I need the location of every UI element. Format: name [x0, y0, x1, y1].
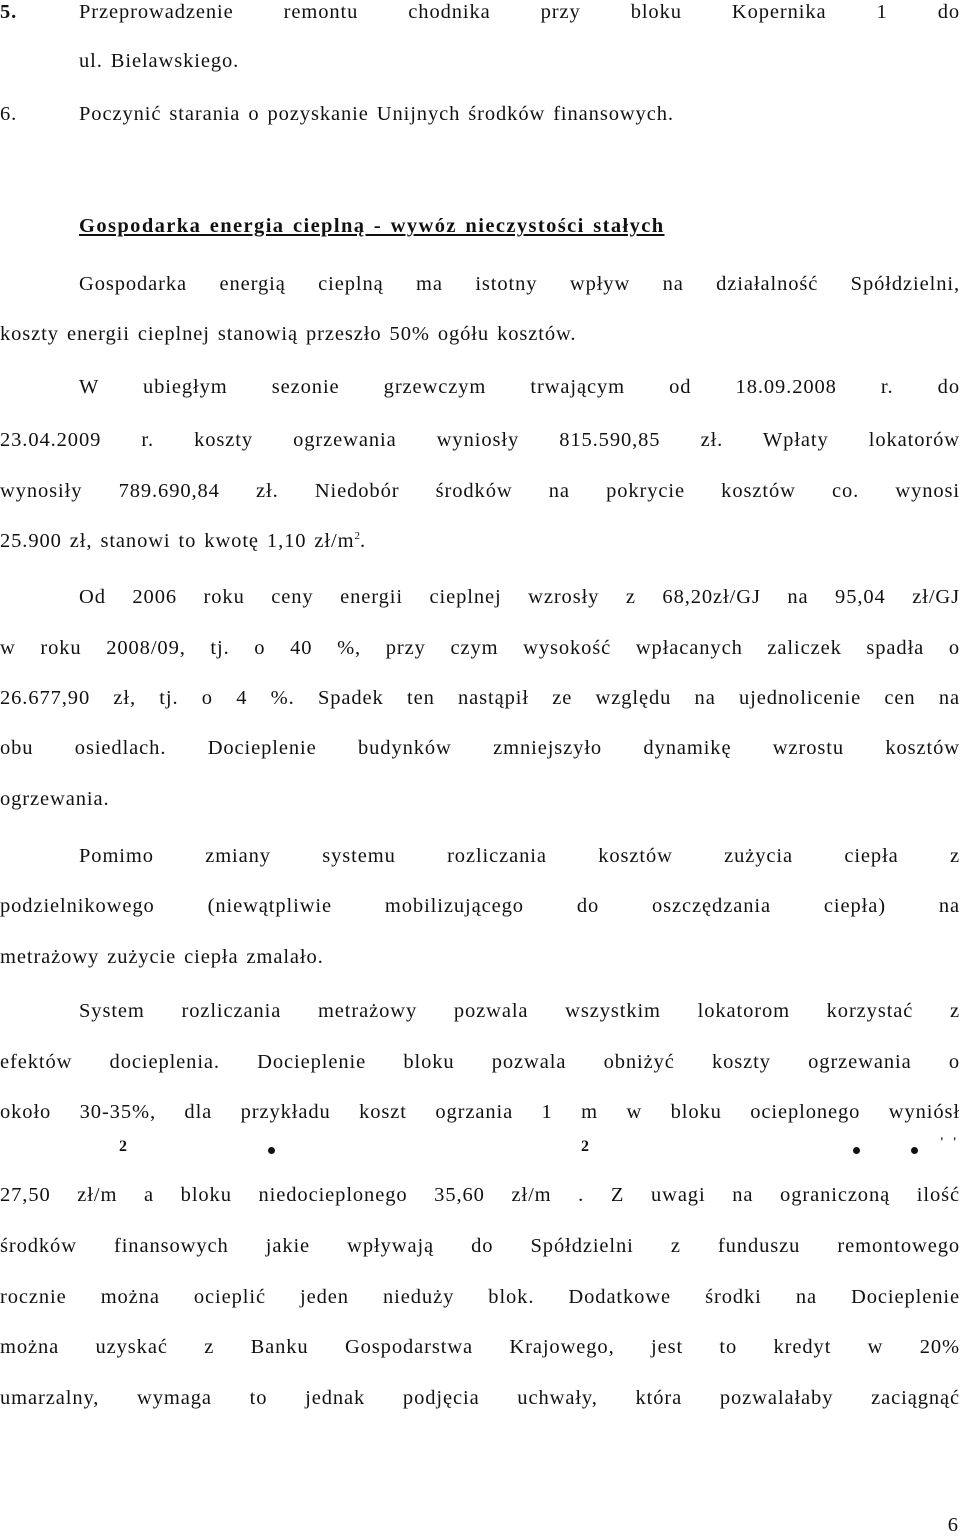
tick-marks: ' ' — [940, 1134, 960, 1149]
paragraph-5-line-3: około 30-35%, dla przykładu koszt ogrzania 1 m w bloku ocieplonego wyniósł — [0, 1101, 960, 1123]
paragraph-1-line-2: koszty energii cieplnej stanowią przeszło 50% ogółu kosztów. — [0, 323, 577, 345]
paragraph-3-line-1: Od 2006 roku ceny energii cieplnej wzrosły z 68,20zł/GJ na 95,04 zł/GJ — [79, 586, 960, 608]
page-number: 6 — [947, 1514, 958, 1536]
displaced-superscripts-row — [0, 1134, 960, 1166]
list-item-6-number: 6. — [0, 103, 18, 125]
paragraph-2-line-4-main: 25.900 zł, stanowi to kwotę 1,10 zł/m — [0, 530, 355, 552]
bullet-dot-2 — [853, 1147, 860, 1154]
list-item-5-continuation: ul. Bielawskiego. — [79, 50, 240, 72]
paragraph-5-line-2: efektów docieplenia. Docieplenie bloku pozwala obniżyć koszty ogrzewania o — [0, 1051, 960, 1073]
paragraph-4-line-2: podzielnikowego (niewątpliwie mobilizującego do oszczędzania ciepła) na — [0, 895, 960, 917]
paragraph-5-line-8: umarzalny, wymaga to jednak podjęcia uchwały, która pozwalałaby zaciągnąć — [0, 1387, 960, 1409]
superscript-2: 2 — [354, 530, 360, 543]
paragraph-3-line-5: ogrzewania. — [0, 788, 110, 810]
bullet-dot-1 — [268, 1147, 275, 1154]
paragraph-2-line-4-end: . — [359, 530, 367, 552]
list-item-6-text: Poczynić starania o pozyskanie Unijnych środków finansowych. — [79, 103, 674, 125]
paragraph-1-line-1: Gospodarka energią cieplną ma istotny wpływ na działalność Spółdzielni, — [79, 273, 960, 295]
paragraph-4-line-1: Pomimo zmiany systemu rozliczania kosztów zużycia ciepła z — [79, 845, 960, 867]
list-item-6 — [0, 99, 674, 129]
superscript-mark-a: 2 — [119, 1138, 127, 1155]
paragraph-2-line-4 — [0, 526, 366, 556]
superscript-mark-b: 2 — [581, 1138, 589, 1155]
section-heading: Gospodarka energia cieplną - wywóz nieczystości stałych — [79, 215, 665, 237]
paragraph-3-line-3: 26.677,90 zł, tj. o 4 %. Spadek ten nastąpił ze względu na ujednolicenie cen na — [0, 687, 960, 709]
paragraph-5-line-1: System rozliczania metrażowy pozwala wszystkim lokatorom korzystać z — [79, 1000, 960, 1022]
paragraph-2-line-3: wynosiły 789.690,84 zł. Niedobór środków na pokrycie kosztów co. wynosi — [0, 480, 960, 502]
paragraph-5-line-7: można uzyskać z Banku Gospodarstwa Krajowego, jest to kredyt w 20% — [0, 1336, 960, 1358]
paragraph-5-line-5: środków finansowych jakie wpływają do Spółdzielni z funduszu remontowego — [0, 1235, 960, 1257]
bullet-dot-3 — [911, 1147, 918, 1154]
list-item-5-number: 5. — [0, 1, 18, 23]
paragraph-3-line-4: obu osiedlach. Docieplenie budynków zmniejszyło dynamikę wzrostu kosztów — [0, 737, 960, 759]
list-item-5-text: Przeprowadzenie remontu chodnika przy bloku Kopernika 1 do — [79, 1, 960, 23]
paragraph-5-line-4: 27,50 zł/m a bloku niedocieplonego 35,60 zł/m . Z uwagi na ograniczoną ilość — [0, 1184, 960, 1206]
paragraph-2-line-1: W ubiegłym sezonie grzewczym trwającym od 18.09.2008 r. do — [79, 376, 960, 398]
paragraph-3-line-2: w roku 2008/09, tj. o 40 %, przy czym wysokość wpłacanych zaliczek spadła o — [0, 637, 960, 659]
paragraph-5-line-6: rocznie można ocieplić jeden nieduży blok. Dodatkowe środki na Docieplenie — [0, 1286, 960, 1308]
paragraph-4-line-3: metrażowy zużycie ciepła zmalało. — [0, 946, 324, 968]
paragraph-2-line-2: 23.04.2009 r. koszty ogrzewania wyniosły 815.590,85 zł. Wpłaty lokatorów — [0, 429, 960, 451]
list-item-5 — [0, 0, 960, 27]
